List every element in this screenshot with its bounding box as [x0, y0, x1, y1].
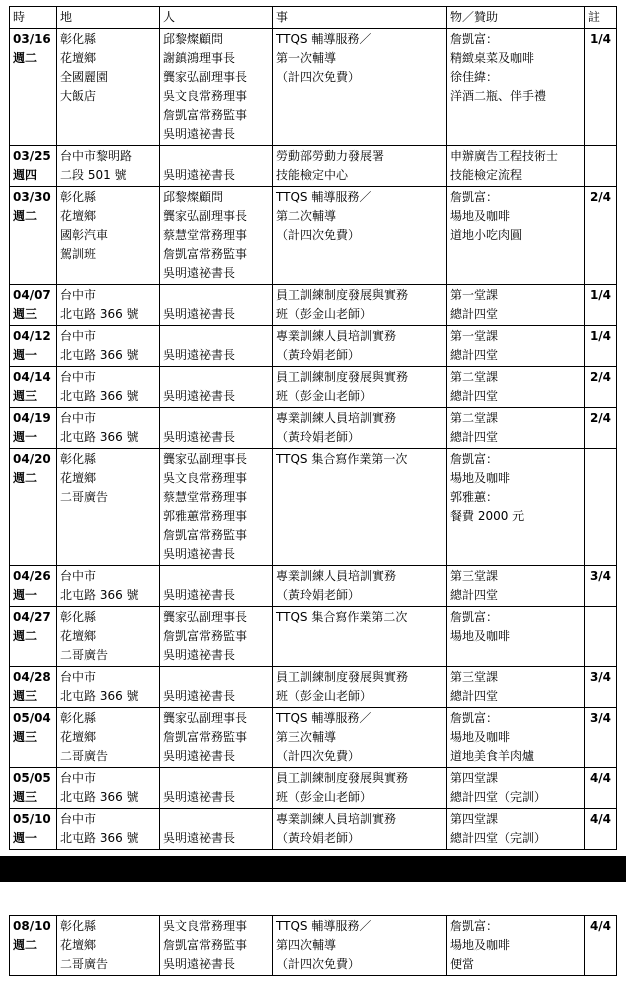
time-line: 05/04	[13, 711, 51, 725]
place-line: 駕訓班	[60, 247, 97, 261]
event-line: 班（彭金山老師）	[276, 790, 373, 804]
person-line: 邱黎燦顧問	[163, 190, 224, 204]
event-line: （計四次免費）	[276, 749, 361, 763]
place-line: 二哥廣告	[60, 957, 109, 971]
place-line: 台中市	[60, 812, 97, 826]
cell-item	[447, 449, 585, 566]
time-line: 03/30	[13, 190, 51, 204]
event-line: 班（彭金山老師）	[276, 689, 373, 703]
cell-item	[447, 408, 585, 449]
cell-item	[447, 29, 585, 146]
event-line: （計四次免費）	[276, 228, 361, 242]
cell-event	[273, 667, 447, 708]
place-line: 國彰汽車	[60, 228, 109, 242]
cell-item	[447, 809, 585, 850]
time-line: 03/25	[13, 149, 51, 163]
place-line: 花壇鄉	[60, 629, 97, 643]
item-line: 總計四堂	[450, 430, 499, 444]
time-line: 週一	[13, 588, 38, 602]
cell-person	[160, 326, 273, 367]
place-line: 台中市	[60, 329, 97, 343]
cell-time	[10, 916, 57, 976]
event-line: 專業訓練人員培訓實務	[276, 329, 397, 343]
cell-note	[585, 146, 617, 187]
cell-item	[447, 146, 585, 187]
cell-person	[160, 708, 273, 768]
item-line: 場地及咖啡	[450, 471, 511, 485]
event-line: TTQS 集合寫作業第一次	[276, 452, 408, 466]
person-line: 吳明遠祕書長	[163, 348, 236, 362]
person-line: 吳明遠祕書長	[163, 307, 236, 321]
item-line: 詹凱富：	[450, 32, 499, 46]
item-line: 詹凱富：	[450, 610, 499, 624]
person-line: 蔡慧堂常務理事	[163, 228, 248, 242]
cell-note: 4/4	[585, 809, 617, 850]
event-line: 員工訓練制度發展與實務	[276, 370, 409, 384]
place-line: 北屯路 366 號	[60, 831, 139, 845]
place-line: 北屯路 366 號	[60, 790, 139, 804]
place-line: 二哥廣告	[60, 749, 109, 763]
cell-time	[10, 285, 57, 326]
cell-event	[273, 187, 447, 285]
cell-item	[447, 187, 585, 285]
cell-item	[447, 285, 585, 326]
place-line: 二段 501 號	[60, 168, 127, 182]
cell-person	[160, 187, 273, 285]
event-line: 第二次輔導	[276, 209, 337, 223]
place-line: 彰化縣	[60, 32, 97, 46]
cell-place	[57, 285, 160, 326]
cell-place	[57, 607, 160, 667]
schedule-table-continued	[9, 915, 617, 976]
item-line: 第二堂課	[450, 370, 499, 384]
person-line: 吳明遠祕書長	[163, 790, 236, 804]
place-line: 二哥廣告	[60, 648, 109, 662]
cell-note: 2/4	[585, 187, 617, 285]
cell-person	[160, 449, 273, 566]
cell-time	[10, 768, 57, 809]
cell-note: 1/4	[585, 285, 617, 326]
person-line: 吳明遠祕書長	[163, 168, 236, 182]
person-line: 吳明遠祕書長	[163, 648, 236, 662]
event-line: （計四次免費）	[276, 70, 361, 84]
cell-note: 2/4	[585, 408, 617, 449]
cell-place	[57, 29, 160, 146]
cell-time	[10, 566, 57, 607]
cell-place	[57, 449, 160, 566]
event-line: TTQS 輔導服務／	[276, 919, 372, 933]
item-line: 場地及咖啡	[450, 629, 511, 643]
event-line: （黃玲娟老師）	[276, 348, 361, 362]
event-line: 第一次輔導	[276, 51, 337, 65]
event-line: TTQS 輔導服務／	[276, 32, 372, 46]
cell-event	[273, 768, 447, 809]
cell-item	[447, 667, 585, 708]
cell-time	[10, 367, 57, 408]
place-line: 二哥廣告	[60, 490, 109, 504]
black-divider-bar	[0, 856, 626, 882]
time-line: 週四	[13, 168, 38, 182]
time-line: 週二	[13, 471, 38, 485]
cell-place	[57, 408, 160, 449]
place-line: 北屯路 366 號	[60, 389, 139, 403]
time-line: 04/20	[13, 452, 51, 466]
cell-person	[160, 809, 273, 850]
cell-note: 4/4	[585, 916, 617, 976]
cell-item	[447, 566, 585, 607]
item-line: 申辦廣告工程技術士	[450, 149, 559, 163]
time-line: 04/27	[13, 610, 51, 624]
schedule-table	[9, 6, 617, 850]
cell-note	[585, 607, 617, 667]
time-line: 03/16	[13, 32, 51, 46]
item-line: 第四堂課	[450, 812, 499, 826]
time-line: 週二	[13, 209, 38, 223]
table-row	[10, 916, 617, 976]
place-line: 彰化縣	[60, 919, 97, 933]
cell-person	[160, 916, 273, 976]
event-line: 班（彭金山老師）	[276, 307, 373, 321]
place-line: 台中市	[60, 670, 97, 684]
table-row	[10, 449, 617, 566]
cell-event	[273, 408, 447, 449]
event-line: 專業訓練人員培訓實務	[276, 411, 397, 425]
cell-place	[57, 187, 160, 285]
header-event: 事	[273, 7, 447, 29]
place-line: 花壇鄉	[60, 209, 97, 223]
cell-place	[57, 667, 160, 708]
time-line: 週一	[13, 348, 38, 362]
table-row	[10, 667, 617, 708]
time-line: 週一	[13, 430, 38, 444]
person-line: 龔家弘副理事長	[163, 452, 248, 466]
item-line: 第二堂課	[450, 411, 499, 425]
person-line: 吳明遠祕書長	[163, 689, 236, 703]
place-line: 台中市	[60, 370, 97, 384]
table-header-row	[10, 7, 617, 29]
item-line: 詹凱富：	[450, 190, 499, 204]
event-line: 專業訓練人員培訓實務	[276, 569, 397, 583]
cell-event	[273, 449, 447, 566]
person-line: 吳明遠祕書長	[163, 389, 236, 403]
cell-note: 3/4	[585, 667, 617, 708]
place-line: 花壇鄉	[60, 938, 97, 952]
cell-place	[57, 809, 160, 850]
cell-time	[10, 146, 57, 187]
cell-person	[160, 367, 273, 408]
cell-person	[160, 768, 273, 809]
place-line: 台中市	[60, 771, 97, 785]
item-line: 徐佳緯：	[450, 70, 499, 84]
event-line: 勞動部勞動力發展署	[276, 149, 385, 163]
person-line: 吳明遠祕書長	[163, 831, 236, 845]
person-line: 吳明遠祕書長	[163, 749, 236, 763]
cell-item	[447, 607, 585, 667]
event-line: 第三次輔導	[276, 730, 337, 744]
person-line: 吳明遠祕書長	[163, 127, 236, 141]
time-line: 05/05	[13, 771, 51, 785]
person-line: 龔家弘副理事長	[163, 209, 248, 223]
cell-event	[273, 809, 447, 850]
cell-place	[57, 916, 160, 976]
event-line: TTQS 集合寫作業第二次	[276, 610, 408, 624]
cell-event	[273, 285, 447, 326]
person-line	[163, 327, 269, 346]
cell-place	[57, 146, 160, 187]
item-line: 便當	[450, 957, 475, 971]
event-line: TTQS 輔導服務／	[276, 711, 372, 725]
person-line: 詹凱富常務監事	[163, 730, 248, 744]
cell-time	[10, 708, 57, 768]
person-line	[163, 409, 269, 428]
place-line: 花壇鄉	[60, 730, 97, 744]
header-place: 地	[57, 7, 160, 29]
place-line: 彰化縣	[60, 711, 97, 725]
place-line: 北屯路 366 號	[60, 348, 139, 362]
person-line: 龔家弘副理事長	[163, 610, 248, 624]
cell-note: 1/4	[585, 29, 617, 146]
place-line: 彰化縣	[60, 190, 97, 204]
place-line: 彰化縣	[60, 452, 97, 466]
cell-item	[447, 367, 585, 408]
person-line	[163, 769, 269, 788]
table-row	[10, 809, 617, 850]
event-line: 專業訓練人員培訓實務	[276, 812, 397, 826]
item-line: 詹凱富：	[450, 452, 499, 466]
item-line: 場地及咖啡	[450, 938, 511, 952]
person-line: 吳文良常務理事	[163, 919, 248, 933]
place-line: 北屯路 366 號	[60, 588, 139, 602]
header-note: 註	[585, 7, 617, 29]
place-line: 花壇鄉	[60, 471, 97, 485]
cell-place	[57, 367, 160, 408]
time-line: 04/19	[13, 411, 51, 425]
event-line: 員工訓練制度發展與實務	[276, 670, 409, 684]
event-line: 員工訓練制度發展與實務	[276, 288, 409, 302]
cell-place	[57, 566, 160, 607]
cell-time	[10, 607, 57, 667]
place-line: 北屯路 366 號	[60, 307, 139, 321]
person-line	[163, 368, 269, 387]
person-line	[163, 668, 269, 687]
item-line: 第三堂課	[450, 670, 499, 684]
cell-place	[57, 326, 160, 367]
event-line: 班（彭金山老師）	[276, 389, 373, 403]
cell-item	[447, 326, 585, 367]
table-row	[10, 408, 617, 449]
person-line: 詹凱富常務監事	[163, 108, 248, 122]
time-line: 週二	[13, 51, 38, 65]
time-line: 週三	[13, 790, 38, 804]
cell-person	[160, 408, 273, 449]
person-line: 邱黎燦顧問	[163, 32, 224, 46]
cell-time	[10, 29, 57, 146]
item-line: 洋酒二瓶、伴手禮	[450, 89, 547, 103]
time-line: 04/28	[13, 670, 51, 684]
cell-time	[10, 667, 57, 708]
person-line: 龔家弘副理事長	[163, 70, 248, 84]
cell-person	[160, 29, 273, 146]
item-line: 總計四堂（完訓）	[450, 790, 547, 804]
person-line: 吳明遠祕書長	[163, 588, 236, 602]
item-line: 第一堂課	[450, 288, 499, 302]
cell-note: 3/4	[585, 566, 617, 607]
header-person: 人	[160, 7, 273, 29]
time-line: 週三	[13, 389, 38, 403]
time-line: 週二	[13, 938, 38, 952]
time-line: 05/10	[13, 812, 51, 826]
time-line: 04/26	[13, 569, 51, 583]
time-line: 週三	[13, 307, 38, 321]
table-row	[10, 29, 617, 146]
cell-time	[10, 187, 57, 285]
cell-place	[57, 768, 160, 809]
person-line: 吳明遠祕書長	[163, 430, 236, 444]
event-line: （計四次免費）	[276, 957, 361, 971]
time-line: 週一	[13, 831, 38, 845]
event-line: TTQS 輔導服務／	[276, 190, 372, 204]
cell-person	[160, 566, 273, 607]
table-row	[10, 367, 617, 408]
place-line: 北屯路 366 號	[60, 689, 139, 703]
item-line: 餐費 2000 元	[450, 509, 525, 523]
cell-event	[273, 146, 447, 187]
cell-note: 2/4	[585, 367, 617, 408]
header-item: 物／贊助	[447, 7, 585, 29]
cell-event	[273, 607, 447, 667]
person-line	[163, 147, 269, 166]
cell-person	[160, 146, 273, 187]
cell-note: 3/4	[585, 708, 617, 768]
person-line: 蔡慧堂常務理事	[163, 490, 248, 504]
table-row	[10, 768, 617, 809]
item-line: 總計四堂（完訓）	[450, 831, 547, 845]
table-row	[10, 326, 617, 367]
cell-note: 1/4	[585, 326, 617, 367]
cell-event	[273, 326, 447, 367]
person-line: 郭雅蕙常務理事	[163, 509, 248, 523]
item-line: 第三堂課	[450, 569, 499, 583]
cell-item	[447, 916, 585, 976]
time-line: 週二	[13, 629, 38, 643]
item-line: 精緻桌菜及咖啡	[450, 51, 535, 65]
item-line: 總計四堂	[450, 588, 499, 602]
item-line: 詹凱富：	[450, 919, 499, 933]
schedule-body-continued	[10, 916, 617, 976]
cell-event	[273, 708, 447, 768]
place-line: 台中市黎明路	[60, 149, 133, 163]
person-line: 吳文良常務理事	[163, 89, 248, 103]
cell-event	[273, 29, 447, 146]
person-line: 吳明遠祕書長	[163, 957, 236, 971]
person-line	[163, 286, 269, 305]
cell-event	[273, 566, 447, 607]
event-line: （黃玲娟老師）	[276, 831, 361, 845]
cell-person	[160, 607, 273, 667]
cell-time	[10, 809, 57, 850]
time-line: 週三	[13, 730, 38, 744]
item-line: 總計四堂	[450, 307, 499, 321]
time-line: 08/10	[13, 919, 51, 933]
person-line	[163, 810, 269, 829]
item-line: 技能檢定流程	[450, 168, 523, 182]
event-line: （黃玲娟老師）	[276, 430, 361, 444]
cell-place	[57, 708, 160, 768]
cell-note	[585, 449, 617, 566]
place-line: 花壇鄉	[60, 51, 97, 65]
item-line: 場地及咖啡	[450, 209, 511, 223]
cell-item	[447, 768, 585, 809]
cell-person	[160, 667, 273, 708]
item-line: 詹凱富：	[450, 711, 499, 725]
person-line: 詹凱富常務監事	[163, 247, 248, 261]
place-line: 台中市	[60, 288, 97, 302]
item-line: 總計四堂	[450, 689, 499, 703]
person-line: 詹凱富常務監事	[163, 528, 248, 542]
item-line: 道地小吃肉圓	[450, 228, 523, 242]
cell-person	[160, 285, 273, 326]
place-line: 全國麗園	[60, 70, 109, 84]
cell-item	[447, 708, 585, 768]
table-row	[10, 607, 617, 667]
cell-time	[10, 408, 57, 449]
item-line: 場地及咖啡	[450, 730, 511, 744]
time-line: 04/12	[13, 329, 51, 343]
place-line: 北屯路 366 號	[60, 430, 139, 444]
cell-event	[273, 916, 447, 976]
person-line	[163, 567, 269, 586]
item-line: 第一堂課	[450, 329, 499, 343]
person-line: 詹凱富常務監事	[163, 629, 248, 643]
time-line: 04/07	[13, 288, 51, 302]
place-line: 大飯店	[60, 89, 97, 103]
table-row	[10, 566, 617, 607]
person-line: 吳文良常務理事	[163, 471, 248, 485]
item-line: 第四堂課	[450, 771, 499, 785]
time-line: 週三	[13, 689, 38, 703]
item-line: 郭雅蕙：	[450, 490, 499, 504]
item-line: 總計四堂	[450, 389, 499, 403]
place-line: 台中市	[60, 569, 97, 583]
table-row	[10, 146, 617, 187]
cell-time	[10, 449, 57, 566]
person-line: 吳明遠祕書長	[163, 547, 236, 561]
cell-note: 4/4	[585, 768, 617, 809]
place-line: 台中市	[60, 411, 97, 425]
event-line: 技能檢定中心	[276, 168, 349, 182]
person-line: 龔家弘副理事長	[163, 711, 248, 725]
event-line: 第四次輔導	[276, 938, 337, 952]
place-line: 彰化縣	[60, 610, 97, 624]
person-line: 詹凱富常務監事	[163, 938, 248, 952]
event-line: （黃玲娟老師）	[276, 588, 361, 602]
cell-event	[273, 367, 447, 408]
schedule-body	[10, 29, 617, 850]
cell-time	[10, 326, 57, 367]
event-line: 員工訓練制度發展與實務	[276, 771, 409, 785]
table-row	[10, 285, 617, 326]
time-line: 04/14	[13, 370, 51, 384]
person-line: 吳明遠祕書長	[163, 266, 236, 280]
table-row	[10, 708, 617, 768]
header-time: 時	[10, 7, 57, 29]
table-row	[10, 187, 617, 285]
item-line: 總計四堂	[450, 348, 499, 362]
person-line: 謝鎮鴻理事長	[163, 51, 236, 65]
item-line: 道地美食羊肉爐	[450, 749, 535, 763]
